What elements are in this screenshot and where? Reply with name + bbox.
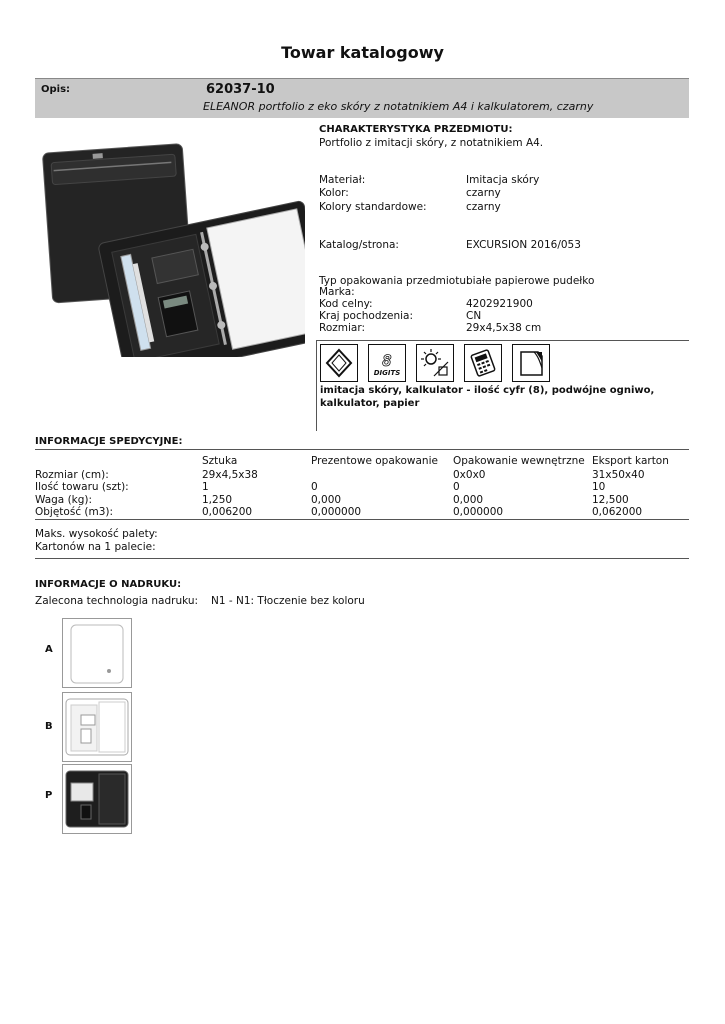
pallet-height-label: Maks. wysokość palety: [35,528,158,540]
product-photo [37,137,305,357]
page-title: Towar katalogowy [281,43,444,62]
catalog-value: EXCURSION 2016/053 [466,239,581,251]
print-position-label: B [45,721,53,732]
shipping-row-label: Ilość towaru (szt): [35,481,129,493]
size-value: 29x4,5x38 cm [466,322,542,334]
print-position-label: A [45,644,53,655]
size-label: Rozmiar: [319,322,366,334]
shipping-row-label: Objętość (m3): [35,506,114,518]
leather-icon [320,344,358,382]
shipping-cell: 0,000 [311,494,342,506]
print-area-a-thumbnail [62,618,132,688]
shipping-row-label: Rozmiar (cm): [35,469,109,481]
print-area-b-thumbnail [62,692,132,762]
shipping-cell: 0,000000 [311,506,362,518]
brand-label: Marka: [319,286,355,298]
shipping-row-label: Waga (kg): [35,494,93,506]
shipping-cell: 0 [311,481,318,493]
col-header-unit: Sztuka [202,455,238,467]
material-label: Materiał: [319,174,366,186]
customs-value: 4202921900 [466,298,533,310]
notepad-icon [512,344,550,382]
digits-icon [368,344,406,382]
origin-value: CN [466,310,482,322]
features-text: imitacja skóry, kalkulator - ilość cyfr (8), podwójne ogniwo, kalkulator, papier [320,385,655,409]
product-description: ELEANOR portfolio z eko skóry z notatnikiem A4 i kalkulatorem, czarny [203,100,594,113]
shipping-table-divider [35,519,689,520]
col-header-inner: Opakowanie wewnętrzne [453,455,585,467]
product-code: 62037-10 [206,82,275,97]
std-colors-label: Kolory standardowe: [319,201,427,213]
shipping-cell: 0,062000 [592,506,643,518]
catalog-label: Katalog/strona: [319,239,399,251]
shipping-cell: 1 [202,481,209,493]
shipping-cell: 0 [453,481,460,493]
cartons-per-pallet-label: Kartonów na 1 palecie: [35,541,156,553]
material-value: Imitacja skóry [466,174,540,186]
shipping-cell: 0,006200 [202,506,253,518]
digits-label: DIGITS [373,369,401,377]
shipping-cell: 10 [592,481,606,493]
characteristics-heading: CHARAKTERYSTYKA PRZEDMIOTU: [319,124,513,135]
digits-numeral: 8 [382,351,392,370]
std-colors-value: czarny [466,201,501,213]
shipping-cell: 0,000 [453,494,484,506]
print-position-label: P [45,790,53,801]
shipping-cell: 0,000000 [453,506,504,518]
customs-label: Kod celny: [319,298,373,310]
color-value: czarny [466,187,501,199]
col-header-export: Eksport karton [592,455,669,467]
print-tech-value: N1 - N1: Tłoczenie bez koloru [211,595,365,607]
shipping-cell: 0x0x0 [453,469,486,481]
print-heading: INFORMACJE O NADRUKU: [35,579,182,590]
pallet-divider [35,558,689,559]
shipping-cell: 1,250 [202,494,233,506]
characteristics-summary: Portfolio z imitacji skóry, z notatnikiem A4. [319,137,544,149]
shipping-cell: 29x4,5x38 [202,469,258,481]
print-tech-label: Zalecona technologia nadruku: [35,595,199,607]
origin-label: Kraj pochodzenia: [319,310,414,322]
feature-icons [320,344,550,382]
shipping-divider [35,449,689,450]
shipping-cell: 31x50x40 [592,469,645,481]
opis-label: Opis: [41,84,71,95]
color-label: Kolor: [319,187,349,199]
battery-solar-icon [416,344,454,382]
print-area-p-thumbnail [62,764,132,834]
packaging-label: Typ opakowania przedmiotu: [319,275,470,287]
calculator-icon [464,344,502,382]
shipping-cell: 12,500 [592,494,629,506]
col-header-gift: Prezentowe opakowanie [311,455,438,467]
shipping-heading: INFORMACJE SPEDYCYJNE: [35,436,183,447]
packaging-value: białe papierowe pudełko [466,275,595,287]
